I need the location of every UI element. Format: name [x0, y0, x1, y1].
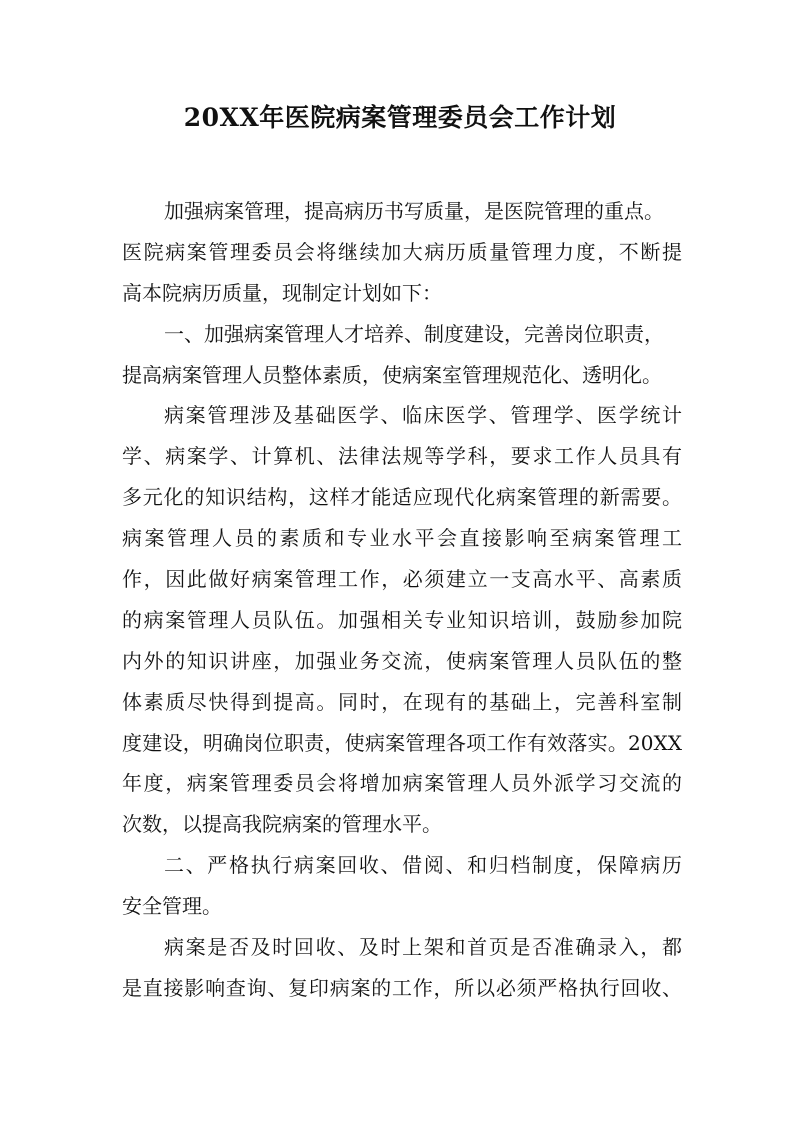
text-line: 的病案管理人员队伍。加强相关专业知识培训，鼓励参加院	[122, 607, 682, 632]
text-line: 高本院病历质量，现制定计划如下：	[122, 280, 442, 305]
text-line: 内外的知识讲座，加强业务交流，使病案管理人员队伍的整	[122, 648, 682, 673]
text-line: 加强病案管理，提高病历书写质量，是医院管理的重点。	[164, 199, 664, 223]
text-line: 年度，病案管理委员会将增加病案管理人员外派学习交流的	[122, 771, 682, 796]
text-line: 二、严格执行病案回收、借阅、和归档制度，保障病历	[164, 853, 682, 878]
text-line: 病案是否及时回收、及时上架和首页是否准确录入，都	[164, 935, 682, 960]
text-line: 提高病案管理人员整体素质，使病案室管理规范化、透明化。	[122, 362, 662, 387]
text-line: 体素质尽快得到提高。同时，在现有的基础上，完善科室制	[122, 689, 682, 714]
text-line: 多元化的知识结构，这样才能适应现代化病案管理的新需要。	[122, 485, 682, 510]
text-line: 病案管理人员的素质和专业水平会直接影响至病案管理工	[122, 526, 682, 551]
text-line: 次数，以提高我院病案的管理水平。	[122, 812, 442, 837]
document-title: 20XX年医院病案管理委员会工作计划	[183, 103, 617, 132]
text-line: 一、加强病案管理人才培养、制度建设，完善岗位职责，	[164, 321, 664, 346]
text-line: 是直接影响查询、复印病案的工作，所以必须严格执行回收、	[122, 975, 682, 1000]
text-line: 度建设，明确岗位职责，使病案管理各项工作有效落实。20XX	[122, 730, 682, 755]
text-line: 病案管理涉及基础医学、临床医学、管理学、医学统计	[164, 403, 682, 428]
text-line: 医院病案管理委员会将继续加大病历质量管理力度，不断提	[122, 239, 682, 264]
text-line: 作，因此做好病案管理工作，必须建立一支高水平、高素质	[122, 567, 682, 592]
document-body	[122, 191, 682, 1009]
text-line: 安全管理。	[122, 894, 222, 919]
text-line: 学、病案学、计算机、法律法规等学科，要求工作人员具有	[122, 444, 682, 469]
